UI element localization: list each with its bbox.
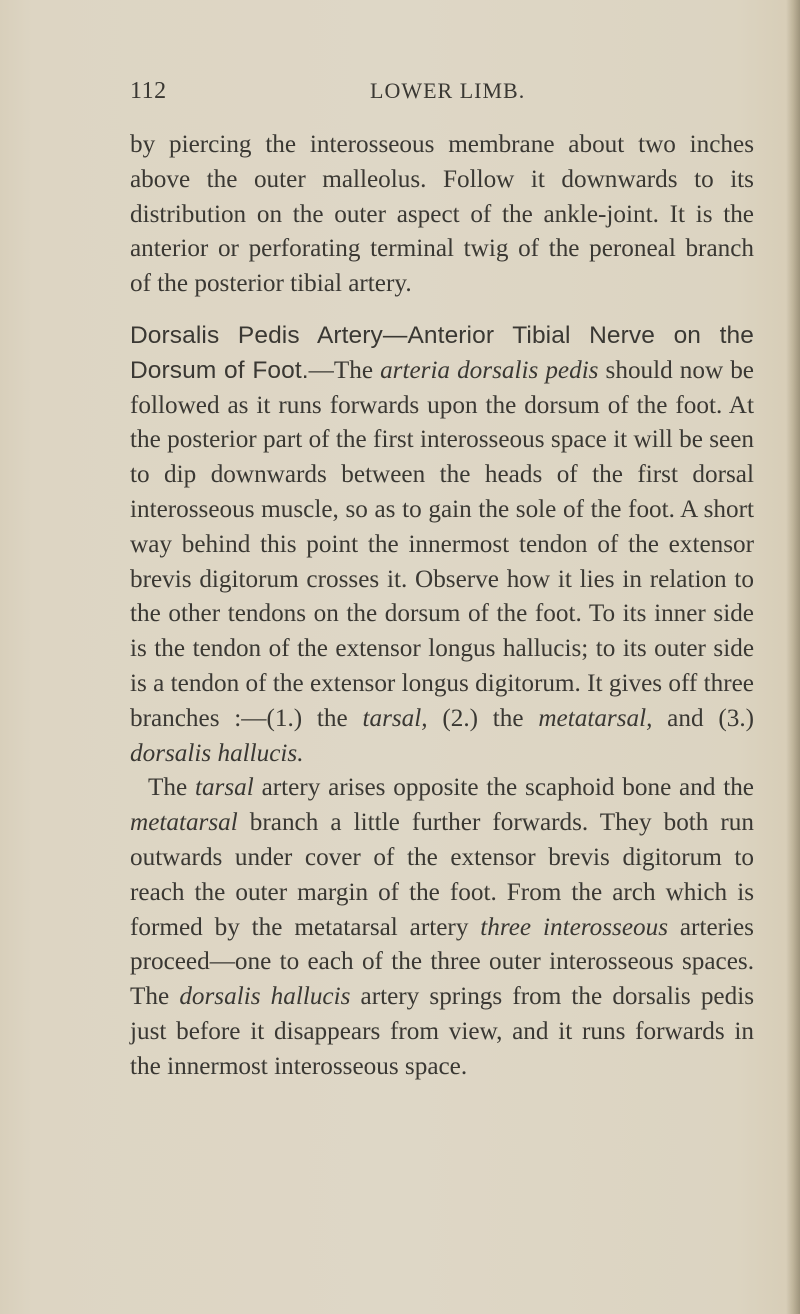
body-text [130,128,754,1085]
paragraph-3-text-5: artery springs from the dorsalis pedis just before it disappears from view, and it runs forwards in the innermost interosseous space. [130,983,754,1080]
paragraph-2-text-4: and (3.) [652,704,754,732]
paragraph-3-italic-3: three interosseous [480,913,668,941]
paragraph-3-text-4: arteries proceed—one to each of the three outer interosseous spaces. The [130,913,754,1011]
running-head: LOWER LIMB. [370,78,526,103]
page-edge-shadow [786,0,800,1314]
page-header [130,78,750,112]
paragraph-3-text-3: branch a little further forwards. They both run outwards under cover of the extensor brevis digitorum to reach the outer margin of the foot. From the arch which is formed by the metatarsal artery [130,809,754,941]
paragraph-2-text-3: (2.) the [427,704,539,732]
paragraph-3 [130,771,754,1084]
paragraph-3-text-2: artery arises opposite the scaphoid bone and the [253,774,754,802]
paragraph-2-text-1: —The [308,356,381,384]
paragraph-2-italic-4: dorsalis hallucis. [130,739,304,767]
paragraph-3-italic-4: dorsalis hallucis [179,983,351,1011]
paragraph-2-italic-1: arteria dorsalis pedis [380,356,599,384]
paragraph-2-italic-3: metatarsal, [538,704,653,732]
page-number: 112 [130,78,167,104]
section-spacer [130,302,754,319]
section-heading: Dorsalis Pedis Artery—Anterior Tibial Nerve on the Dorsum of Foot. [130,321,754,384]
paragraph-1 [130,128,754,302]
paragraph-3-italic-2: metatarsal [130,809,238,837]
paragraph-2 [130,319,754,771]
paragraph-3-text-1: The [148,774,195,802]
paragraph-2-italic-2: tarsal, [362,704,428,732]
paragraph-2-text-2: should now be followed as it runs forwards upon the dorsum of the foot. At the posterior part of the first interosseous space it will be seen to dip downwards between the heads of the first dorsal interosseous muscle, so as to gain the sole of the foot. A short way behind this point the innermost tendon of the extensor brevis digitorum crosses it. Observe how it lies in relation to the other tendons on the dorsum of the foot. To its inner side is the tendon of the extensor longus hallucis; to its outer side is a tendon of the extensor longus digitorum. It gives off three branches :—(1.) the [130,356,754,732]
paragraph-1-text: by piercing the interosseous membrane about two inches above the outer malleolus. Follow it downwards to its distribution on the outer aspect of the ankle-joint. It is the anterior or perforating terminal twig of the peroneal branch of the posterior tibial artery. [130,131,754,298]
paragraph-3-italic-1: tarsal [194,774,254,802]
